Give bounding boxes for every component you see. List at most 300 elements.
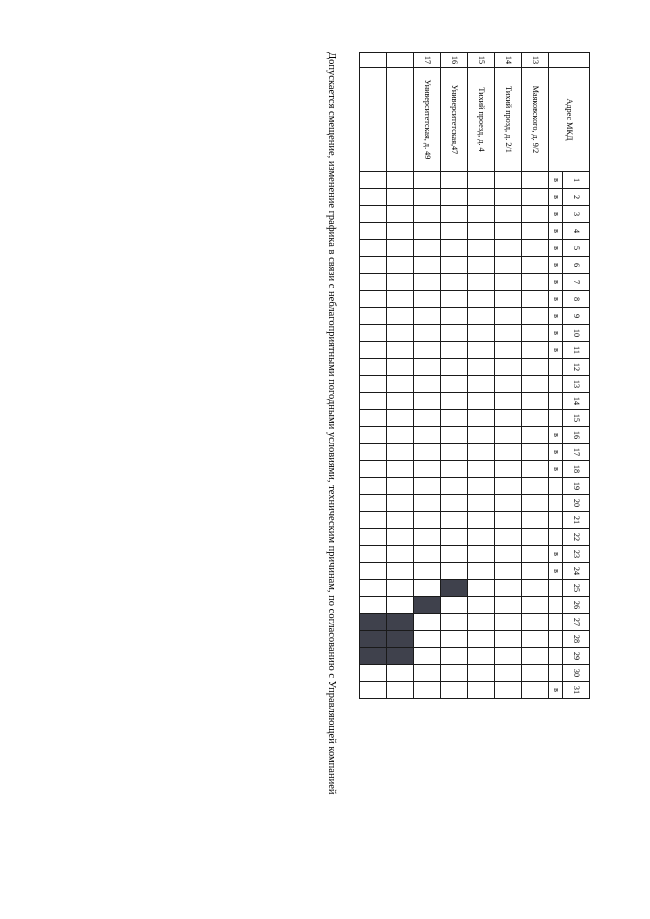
weekend-mark-20 (549, 495, 563, 512)
schedule-cell (360, 427, 387, 444)
schedule-cell-filled (360, 631, 387, 648)
schedule-cell (441, 529, 468, 546)
schedule-cell (414, 410, 441, 427)
schedule-cell (414, 665, 441, 682)
schedule-cell (414, 461, 441, 478)
schedule-cell (468, 376, 495, 393)
weekend-mark-9: в (549, 308, 563, 325)
weekend-mark-21 (549, 512, 563, 529)
schedule-cell (441, 546, 468, 563)
schedule-cell (468, 393, 495, 410)
schedule-cell (360, 580, 387, 597)
schedule-cell (387, 257, 414, 274)
schedule-cell (468, 580, 495, 597)
schedule-cell (414, 206, 441, 223)
schedule-cell (360, 376, 387, 393)
column-header-day-12: 12 (563, 359, 590, 376)
schedule-cell (360, 393, 387, 410)
schedule-cell (360, 291, 387, 308)
weekend-mark-29 (549, 648, 563, 665)
column-header-day-27: 27 (563, 614, 590, 631)
schedule-cell (387, 580, 414, 597)
weekend-mark-3: в (549, 206, 563, 223)
schedule-cell (387, 376, 414, 393)
column-header-day-8: 8 (563, 291, 590, 308)
column-header-number (549, 53, 590, 68)
schedule-cell (495, 223, 522, 240)
column-header-day-30: 30 (563, 665, 590, 682)
schedule-cell (360, 495, 387, 512)
schedule-cell (468, 648, 495, 665)
schedule-cell (522, 325, 549, 342)
schedule-cell (387, 223, 414, 240)
weekend-mark-7: в (549, 274, 563, 291)
column-header-day-7: 7 (563, 274, 590, 291)
weekend-mark-8: в (549, 291, 563, 308)
schedule-cell (522, 682, 549, 699)
schedule-cell (495, 240, 522, 257)
column-header-day-16: 16 (563, 427, 590, 444)
schedule-cell (387, 393, 414, 410)
weekend-mark-22 (549, 529, 563, 546)
schedule-cell (495, 393, 522, 410)
schedule-cell (360, 206, 387, 223)
schedule-cell (495, 189, 522, 206)
schedule-cell (387, 563, 414, 580)
column-header-day-17: 17 (563, 444, 590, 461)
schedule-cell (387, 342, 414, 359)
weekend-mark-12 (549, 359, 563, 376)
schedule-cell (387, 512, 414, 529)
column-header-day-19: 19 (563, 478, 590, 495)
schedule-cell (441, 206, 468, 223)
weekend-mark-31: в (549, 682, 563, 699)
schedule-cell (522, 648, 549, 665)
row-number (360, 53, 387, 68)
column-header-day-13: 13 (563, 376, 590, 393)
schedule-cell (387, 359, 414, 376)
column-header-address: Адрес МКД (549, 68, 590, 172)
schedule-cell (414, 580, 441, 597)
schedule-cell (387, 546, 414, 563)
schedule-cell (414, 172, 441, 189)
schedule-cell (387, 682, 414, 699)
schedule-cell (387, 240, 414, 257)
schedule-cell (441, 325, 468, 342)
weekend-mark-27 (549, 614, 563, 631)
weekend-mark-11: в (549, 342, 563, 359)
schedule-cell (522, 189, 549, 206)
schedule-cell (495, 478, 522, 495)
schedule-cell (495, 597, 522, 614)
schedule-cell (468, 274, 495, 291)
schedule-cell (360, 172, 387, 189)
schedule-cell (522, 376, 549, 393)
schedule-cell (360, 665, 387, 682)
schedule-cell (522, 580, 549, 597)
row-number: 17 (414, 53, 441, 68)
schedule-cell-filled (360, 648, 387, 665)
schedule-cell (522, 410, 549, 427)
schedule-cell (522, 512, 549, 529)
schedule-cell (495, 427, 522, 444)
schedule-cell (522, 342, 549, 359)
schedule-cell (441, 597, 468, 614)
column-header-day-15: 15 (563, 410, 590, 427)
schedule-cell (522, 597, 549, 614)
schedule-cell (360, 274, 387, 291)
weekend-mark-10: в (549, 325, 563, 342)
schedule-cell-filled (441, 580, 468, 597)
schedule-cell (522, 393, 549, 410)
schedule-cell (468, 563, 495, 580)
schedule-cell (495, 648, 522, 665)
weekend-mark-16: в (549, 427, 563, 444)
schedule-cell-filled (387, 614, 414, 631)
schedule-cell (414, 291, 441, 308)
column-header-day-18: 18 (563, 461, 590, 478)
weekend-mark-14 (549, 393, 563, 410)
schedule-cell-filled (414, 597, 441, 614)
schedule-cell (414, 682, 441, 699)
schedule-cell (495, 172, 522, 189)
weekend-mark-18: в (549, 461, 563, 478)
schedule-cell (495, 291, 522, 308)
weekend-mark-30 (549, 665, 563, 682)
schedule-cell (387, 461, 414, 478)
schedule-cell (522, 274, 549, 291)
schedule-cell (360, 444, 387, 461)
table-row (441, 53, 468, 699)
schedule-cell (414, 563, 441, 580)
schedule-cell (522, 257, 549, 274)
schedule-cell (522, 359, 549, 376)
schedule-cell (387, 325, 414, 342)
schedule-cell (387, 478, 414, 495)
schedule-cell (441, 410, 468, 427)
schedule-cell (468, 682, 495, 699)
column-header-day-2: 2 (563, 189, 590, 206)
schedule-cell (522, 631, 549, 648)
schedule-cell (441, 614, 468, 631)
schedule-cell (495, 342, 522, 359)
schedule-cell (468, 444, 495, 461)
schedule-cell (441, 444, 468, 461)
schedule-cell (360, 563, 387, 580)
schedule-cell (468, 291, 495, 308)
schedule-cell (468, 308, 495, 325)
schedule-cell (441, 308, 468, 325)
schedule-cell (495, 325, 522, 342)
schedule-cell (522, 427, 549, 444)
schedule-cell (441, 240, 468, 257)
schedule-cell (414, 546, 441, 563)
schedule-cell (414, 325, 441, 342)
column-header-day-21: 21 (563, 512, 590, 529)
schedule-cell (387, 444, 414, 461)
schedule-cell (522, 172, 549, 189)
schedule-cell (414, 529, 441, 546)
schedule-cell (495, 546, 522, 563)
schedule-cell (387, 495, 414, 512)
schedule-cell (414, 648, 441, 665)
schedule-cell (495, 665, 522, 682)
schedule-cell (468, 427, 495, 444)
schedule-cell (468, 410, 495, 427)
schedule-cell-filled (387, 648, 414, 665)
schedule-cell (495, 631, 522, 648)
schedule-cell (360, 308, 387, 325)
schedule-cell (522, 495, 549, 512)
schedule-cell (495, 580, 522, 597)
schedule-cell (522, 206, 549, 223)
schedule-cell (441, 342, 468, 359)
schedule-cell (468, 478, 495, 495)
weekend-mark-5: в (549, 240, 563, 257)
schedule-cell (414, 495, 441, 512)
schedule-cell (441, 563, 468, 580)
weekend-mark-26 (549, 597, 563, 614)
schedule-cell (495, 461, 522, 478)
table-row (522, 53, 549, 699)
column-header-day-3: 3 (563, 206, 590, 223)
schedule-cell (360, 325, 387, 342)
schedule-cell (387, 529, 414, 546)
schedule-cell (468, 223, 495, 240)
schedule-cell (360, 529, 387, 546)
column-header-day-20: 20 (563, 495, 590, 512)
schedule-cell (414, 444, 441, 461)
schedule-cell (495, 444, 522, 461)
schedule-cell (441, 682, 468, 699)
weekend-mark-15 (549, 410, 563, 427)
schedule-cell (387, 597, 414, 614)
schedule-cell (360, 546, 387, 563)
column-header-day-6: 6 (563, 257, 590, 274)
schedule-cell-filled (360, 614, 387, 631)
row-number: 14 (495, 53, 522, 68)
row-address: Тихий проезд, д. 4 (468, 68, 495, 172)
schedule-cell-filled (387, 631, 414, 648)
schedule-cell (468, 512, 495, 529)
schedule-cell (522, 308, 549, 325)
schedule-cell (495, 274, 522, 291)
schedule-cell (468, 614, 495, 631)
schedule-cell (441, 223, 468, 240)
schedule-cell (441, 393, 468, 410)
schedule-cell (495, 257, 522, 274)
column-header-day-9: 9 (563, 308, 590, 325)
schedule-cell (414, 427, 441, 444)
schedule-cell (360, 223, 387, 240)
schedule-cell (360, 410, 387, 427)
schedule-cell (441, 257, 468, 274)
schedule-cell (495, 359, 522, 376)
schedule-cell (387, 665, 414, 682)
row-number: 13 (522, 53, 549, 68)
schedule-cell (360, 257, 387, 274)
cleaning-schedule-table (359, 52, 590, 699)
schedule-cell (468, 189, 495, 206)
weekend-mark-13 (549, 376, 563, 393)
schedule-cell (441, 189, 468, 206)
column-header-day-24: 24 (563, 563, 590, 580)
schedule-cell (441, 631, 468, 648)
schedule-cell (414, 189, 441, 206)
schedule-cell (495, 376, 522, 393)
schedule-cell (414, 342, 441, 359)
schedule-cell (414, 240, 441, 257)
schedule-cell (387, 410, 414, 427)
row-address (360, 68, 387, 172)
schedule-cell (468, 240, 495, 257)
row-address: Маяковского, д. 9/2 (522, 68, 549, 172)
schedule-cell (522, 461, 549, 478)
row-number (387, 53, 414, 68)
schedule-cell (522, 444, 549, 461)
schedule-cell (441, 478, 468, 495)
schedule-cell (441, 665, 468, 682)
schedule-cell (522, 478, 549, 495)
schedule-cell (360, 240, 387, 257)
schedule-cell (441, 461, 468, 478)
row-address: Университетская, д. 49 (414, 68, 441, 172)
schedule-cell (414, 478, 441, 495)
schedule-cell (441, 291, 468, 308)
schedule-cell (441, 172, 468, 189)
column-header-day-23: 23 (563, 546, 590, 563)
schedule-cell (414, 631, 441, 648)
schedule-cell (414, 393, 441, 410)
schedule-cell (414, 257, 441, 274)
weekend-mark-4: в (549, 223, 563, 240)
column-header-day-31: 31 (563, 682, 590, 699)
schedule-cell (522, 563, 549, 580)
table-head (549, 53, 590, 699)
table-row (495, 53, 522, 699)
schedule-cell (468, 461, 495, 478)
schedule-cell (468, 665, 495, 682)
schedule-cell (414, 223, 441, 240)
column-header-day-4: 4 (563, 223, 590, 240)
schedule-cell (387, 274, 414, 291)
schedule-cell (441, 376, 468, 393)
row-number: 15 (468, 53, 495, 68)
schedule-cell (468, 529, 495, 546)
column-header-day-14: 14 (563, 393, 590, 410)
schedule-cell (414, 359, 441, 376)
weekend-mark-24: в (549, 563, 563, 580)
schedule-cell (387, 206, 414, 223)
schedule-cell (495, 614, 522, 631)
schedule-cell (468, 257, 495, 274)
schedule-cell (468, 342, 495, 359)
schedule-cell (360, 189, 387, 206)
schedule-cell (414, 614, 441, 631)
column-header-day-26: 26 (563, 597, 590, 614)
table-body (360, 53, 549, 699)
schedule-cell (495, 206, 522, 223)
weekend-mark-1: в (549, 172, 563, 189)
table-row (360, 53, 387, 699)
weekend-mark-25 (549, 580, 563, 597)
weekend-mark-17: в (549, 444, 563, 461)
schedule-cell (441, 512, 468, 529)
schedule-cell (387, 189, 414, 206)
weekend-mark-2: в (549, 189, 563, 206)
column-header-day-11: 11 (563, 342, 590, 359)
schedule-cell (495, 682, 522, 699)
schedule-cell (441, 359, 468, 376)
column-header-day-10: 10 (563, 325, 590, 342)
column-header-day-25: 25 (563, 580, 590, 597)
table-row (414, 53, 441, 699)
weekend-mark-6: в (549, 257, 563, 274)
schedule-cell (468, 495, 495, 512)
schedule-cell (468, 206, 495, 223)
column-header-day-28: 28 (563, 631, 590, 648)
row-address: Тихий прозд, д. 2/1 (495, 68, 522, 172)
schedule-cell (360, 597, 387, 614)
schedule-cell (360, 342, 387, 359)
schedule-cell (414, 512, 441, 529)
document-body (324, 52, 590, 872)
schedule-cell (522, 291, 549, 308)
table-row (468, 53, 495, 699)
schedule-cell (522, 614, 549, 631)
schedule-cell (441, 427, 468, 444)
schedule-cell (414, 376, 441, 393)
schedule-note: Допускается смещение, изменение графика в связи с неблагоприятными погодными условиями, техническим причинам, по согласованию с Управляющей компанией (326, 52, 337, 795)
schedule-cell (387, 172, 414, 189)
schedule-cell (495, 529, 522, 546)
column-header-day-5: 5 (563, 240, 590, 257)
weekend-mark-28 (549, 631, 563, 648)
schedule-cell (441, 648, 468, 665)
schedule-cell (495, 308, 522, 325)
schedule-cell (522, 665, 549, 682)
table-header-row (563, 53, 590, 699)
schedule-cell (387, 427, 414, 444)
schedule-cell (468, 546, 495, 563)
schedule-cell (468, 325, 495, 342)
schedule-cell (360, 478, 387, 495)
schedule-cell (495, 512, 522, 529)
column-header-day-1: 1 (563, 172, 590, 189)
table-row (387, 53, 414, 699)
schedule-cell (468, 172, 495, 189)
schedule-cell (468, 359, 495, 376)
schedule-cell (468, 631, 495, 648)
weekend-mark-19 (549, 478, 563, 495)
weekend-mark-23: в (549, 546, 563, 563)
schedule-cell (522, 546, 549, 563)
schedule-cell (495, 410, 522, 427)
schedule-cell (387, 291, 414, 308)
schedule-cell (360, 682, 387, 699)
schedule-cell (414, 308, 441, 325)
schedule-cell (522, 240, 549, 257)
schedule-cell (360, 512, 387, 529)
schedule-cell (441, 495, 468, 512)
row-number: 16 (441, 53, 468, 68)
schedule-cell (468, 597, 495, 614)
schedule-cell (441, 274, 468, 291)
schedule-cell (414, 274, 441, 291)
row-address: Университетская,47 (441, 68, 468, 172)
schedule-cell (522, 529, 549, 546)
schedule-cell (360, 359, 387, 376)
